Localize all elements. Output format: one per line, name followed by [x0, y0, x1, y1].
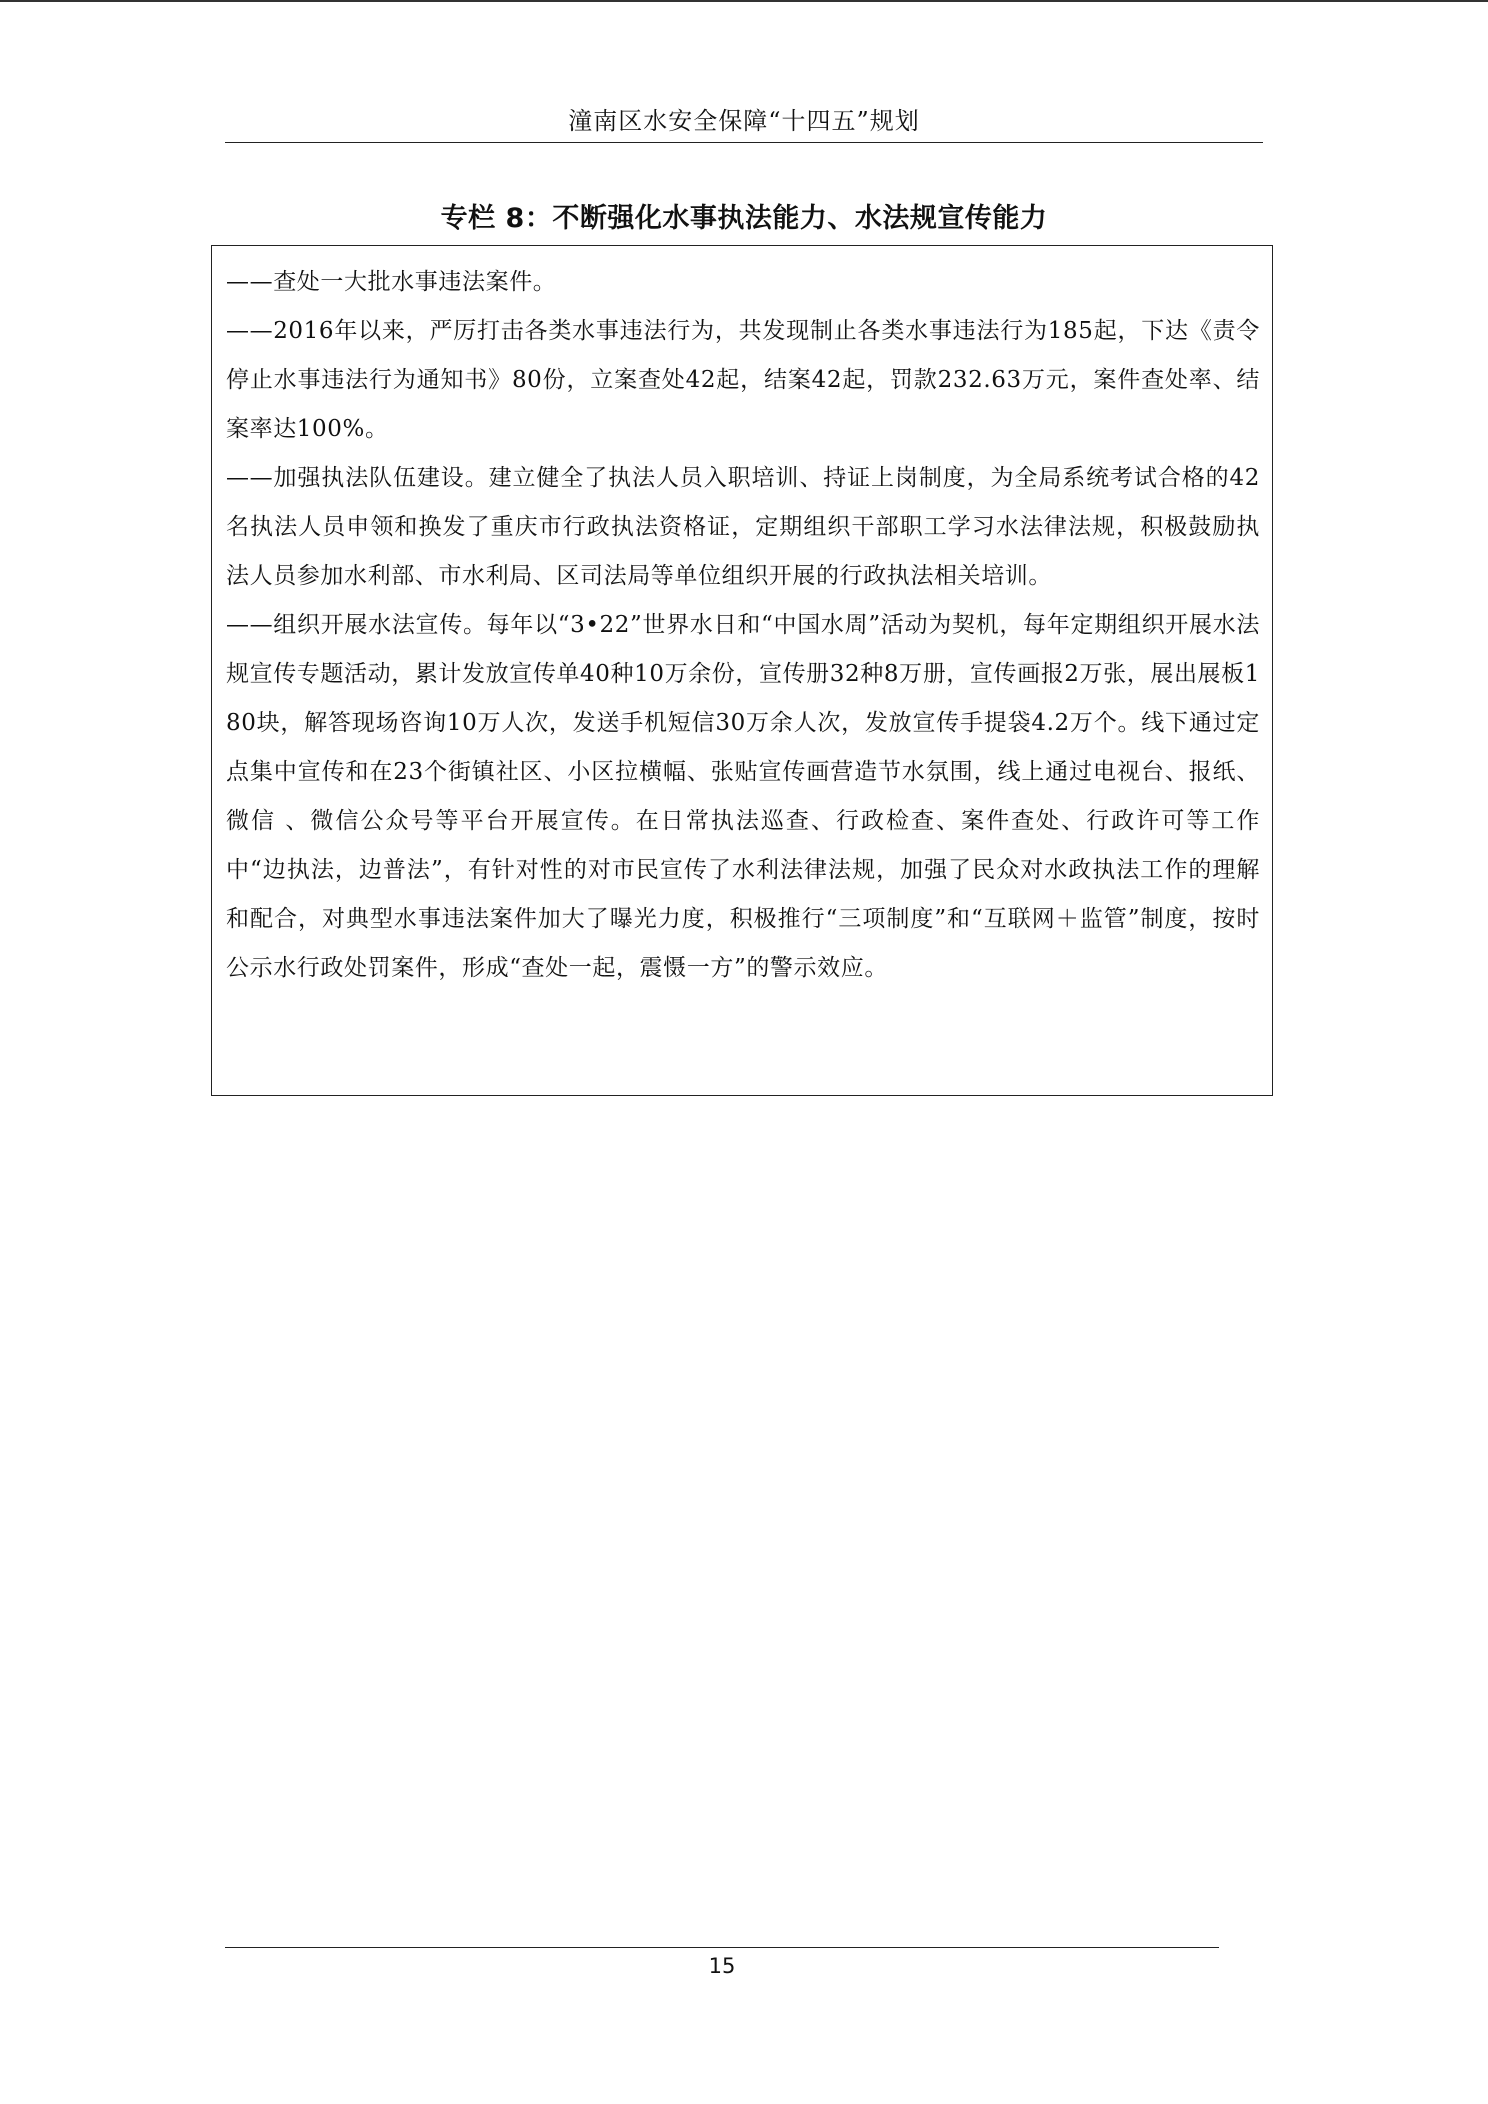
column-paragraph: ——查处一大批水事违法案件。: [226, 269, 557, 295]
column-box: [211, 245, 1273, 1096]
column-paragraph: ——加强执法队伍建设。建立健全了执法人员入职培训、持证上岗制度，为全局系统考试合格的42名执法人员申领和换发了重庆市行政执法资格证，定期组织干部职工学习水法律法规，积极鼓励执法人员参加水利部、市水利局、区司法局等单位组织开展的行政执法相关培训。: [226, 465, 1260, 589]
column-paragraph: ——组织开展水法宣传。每年以“3•22”世界水日和“中国水周”活动为契机，每年定期组织开展水法规宣传专题活动，累计发放宣传单40种10万余份，宣传册32种8万册，宣传画报2万张，展出展板180块，解答现场咨询10万人次，发送手机短信30万余人次，发放宣传手提袋4.2万个。线下通过定点集中宣传和在23个街镇社区、小区拉横幅、张贴宣传画营造节水氛围，线上通过电视台、报纸、微信 、微信公众号等平台开展宣传。在日常执法巡查、行政检查、案件查处、行政许可等工作中“边执法，边普法”，有针对性的对市民宣传了水利法律法规，加强了民众对水政执法工作的理解和配合，对典型水事违法案件加大了曝光力度，积极推行“三项制度”和“互联网＋监管”制度，按时公示水行政处罚案件，形成“查处一起，震慑一方”的警示效应。: [226, 612, 1260, 981]
footer-divider: [225, 1947, 1219, 1948]
header-divider: [225, 142, 1263, 143]
page-number: 15: [708, 1954, 736, 1978]
column-paragraph: ——2016年以来，严厉打击各类水事违法行为，共发现制止各类水事违法行为185起，下达《责令停止水事违法行为通知书》80份，立案查处42起，结案42起，罚款232.63万元，案件查处率、结案率达100%。: [226, 318, 1260, 442]
column-title: 专栏 8：不断强化水事执法能力、水法规宣传能力: [440, 203, 1048, 234]
page-top-border: [0, 0, 1488, 2]
running-header: 潼南区水安全保障“十四五”规划: [568, 107, 920, 135]
